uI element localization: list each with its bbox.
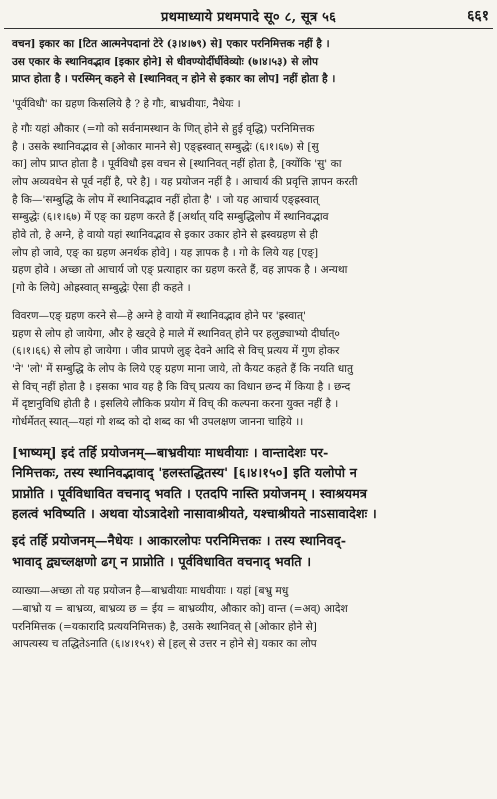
page-header [0, 0, 497, 30]
paragraph-vivarana: विवरण—एङ् ग्रहण करने से—हे अग्ने हे वायो में स्थानिवद्भाव होने पर 'ह्रस्वात्' ग्रहण से लोप हो जायेगा, और हे खट्वे हे माले में स्थानिवत् होने पर हलुङ्याभ्यो दीर्घात्० (६।१।६६) से लोप हो जायेगा । जीव प्रापणे लुङ् देवने आदि से विच् प्रत्यय में गुण होकर 'ने' 'लो' में सम्बुद्धि के लोप के लिये एङ् ग्रहण माना जाये, तो कैयट कहते हैं कि नयति धातु से विच् नहीं होता है । इसका भाव यह है कि विच् प्रत्यय का विधान छन्द में किया है । छन्द में दृष्टानुविधि होती है । इसलिये लौकिक प्रयोग में विच् की कल्पना करना युक्त नहीं है । गोर्धर्मेतत् स्यात्—यहां गो शब्द को दो शब्द का भी उपलक्षण जानना चाहिये ।। [12, 309, 354, 429]
paragraph-bhashyam-1: [भाष्यम्] इदं तर्हि प्रयोजनम्—बाभ्रवीयाः माधवीयाः । वान्तादेशः पर- निमित्तकः, तस्य स्थानिवद्भावाद् 'हलस्तद्धितस्य' [६।४।१५०] इति यलोपो न प्राप्नोति । पूर्वविधावित वचनाद् भवति । एतदपि नास्ति प्रयोजनम् । स्वाश्रयमत्र हलत्वं भविष्यति । अथवा योऽत्रादेशो नासावाश्रीयते, यश्चाश्रीयते नाऽसावादेशः । [12, 445, 377, 522]
paragraph-bhashyam-2: इदं तर्हि प्रयोजनम्—नैधेयः । आकारलोपः परनिमित्तकः । तस्य स्थानिवद्- भावाद् द्व्यच्लक्षणो ढग् न प्राप्नोति । पूर्वविधावित वचनाद् भवति । [12, 534, 347, 570]
paragraph-hindi-1: वचन] इकार का [टित आत्मनेपदानां टेरे (३।४।७९) से] एकार परनिमित्तक नहीं है । उस एकार के स्थानिवद्भाव [इकार होने] से धीवण्योर्दीर्घीवेव्योः (७।४।५३) से लोप प्राप्त होता है । परस्मिन् कहने से [स्थानिवत् न होने से इकार का लोप] नहीं होता है । [12, 38, 336, 86]
paragraph-hindi-2: 'पूर्वविधौ' का ग्रहण किसलिये है ? हे गौः, बाभ्रवीयाः, नैधेयः । [12, 98, 241, 111]
page-number: ६६१ [467, 8, 489, 24]
header-rule [4, 28, 493, 29]
running-head: प्रथमाध्याये प्रथमपादे सू० ८, सूत्र ५६ [160, 10, 337, 25]
paragraph-vyakhya: व्याख्या—अच्छा तो यह प्रयोजन है—बाभ्रवीयाः माधवीयाः । यहां [बभ्रु मधु —बाभ्रो य = बाभ्रव्य, बाभ्रव्य छ = ईय = बाभ्रव्यीय, औकार को] वान्त (=अव्) आदेश परनिमित्तक (=यकारादि प्रत्ययनिमित्तक) है, उसके स्थानिवत् से [ओकार होने से] आपत्यस्य च तद्धितेऽनाति (६।४।१५१) से [हल् से उत्तर न होने से] यकार का लोप [12, 585, 348, 651]
paragraph-hindi-3: हे गौः यहां औकार (=गो को सर्वनामस्थान के णित् होने से हुई वृद्धि) परनिमित्तक है । उसके स्थानिवद्भाव से [ओकार मानने से] एङ्ह्रस्वात् सम्बुद्धेः (६।१।६७) से [सु का] लोप प्राप्त होता है । पूर्वविधौ इस वचन से [स्थानिवत् नहीं होता है, [क्योंकि 'सु' का लोप अव्यवधेन से पूर्व नहीं है, परे है] । यह प्रयोजन नहीं है । आचार्य की प्रवृत्ति ज्ञापन करती है कि—'सम्बुद्धि के लोप में स्थानिवद्भाव नहीं होता है' । जो यह आचार्य एङ्ह्रस्वात् सम्बुद्धेः (६।१।६७) में एङ् का ग्रहण करते हैं [अर्थात् यदि सम्बुद्धिलोप में स्थानिवद्भाव होवे तो, हे अग्ने, हे वायो यहां स्थानिवद्भाव से इकार उकार होने से ह्रस्वग्रहण से ही लोप हो जावे, एङ् का ग्रहण अनर्थक होवे] । यह ज्ञापक है । गो के लिये यह [एङ्] ग्रहण होवे । अच्छा तो आचार्य जो एङ् प्रत्याहार का ग्रहण करते हैं, वह ज्ञापक है । अन्यथा [गो के लिये] ओह्रस्वात् सम्बुद्धेः ऐसा ही कहते । [12, 122, 358, 295]
page-body [12, 36, 487, 799]
